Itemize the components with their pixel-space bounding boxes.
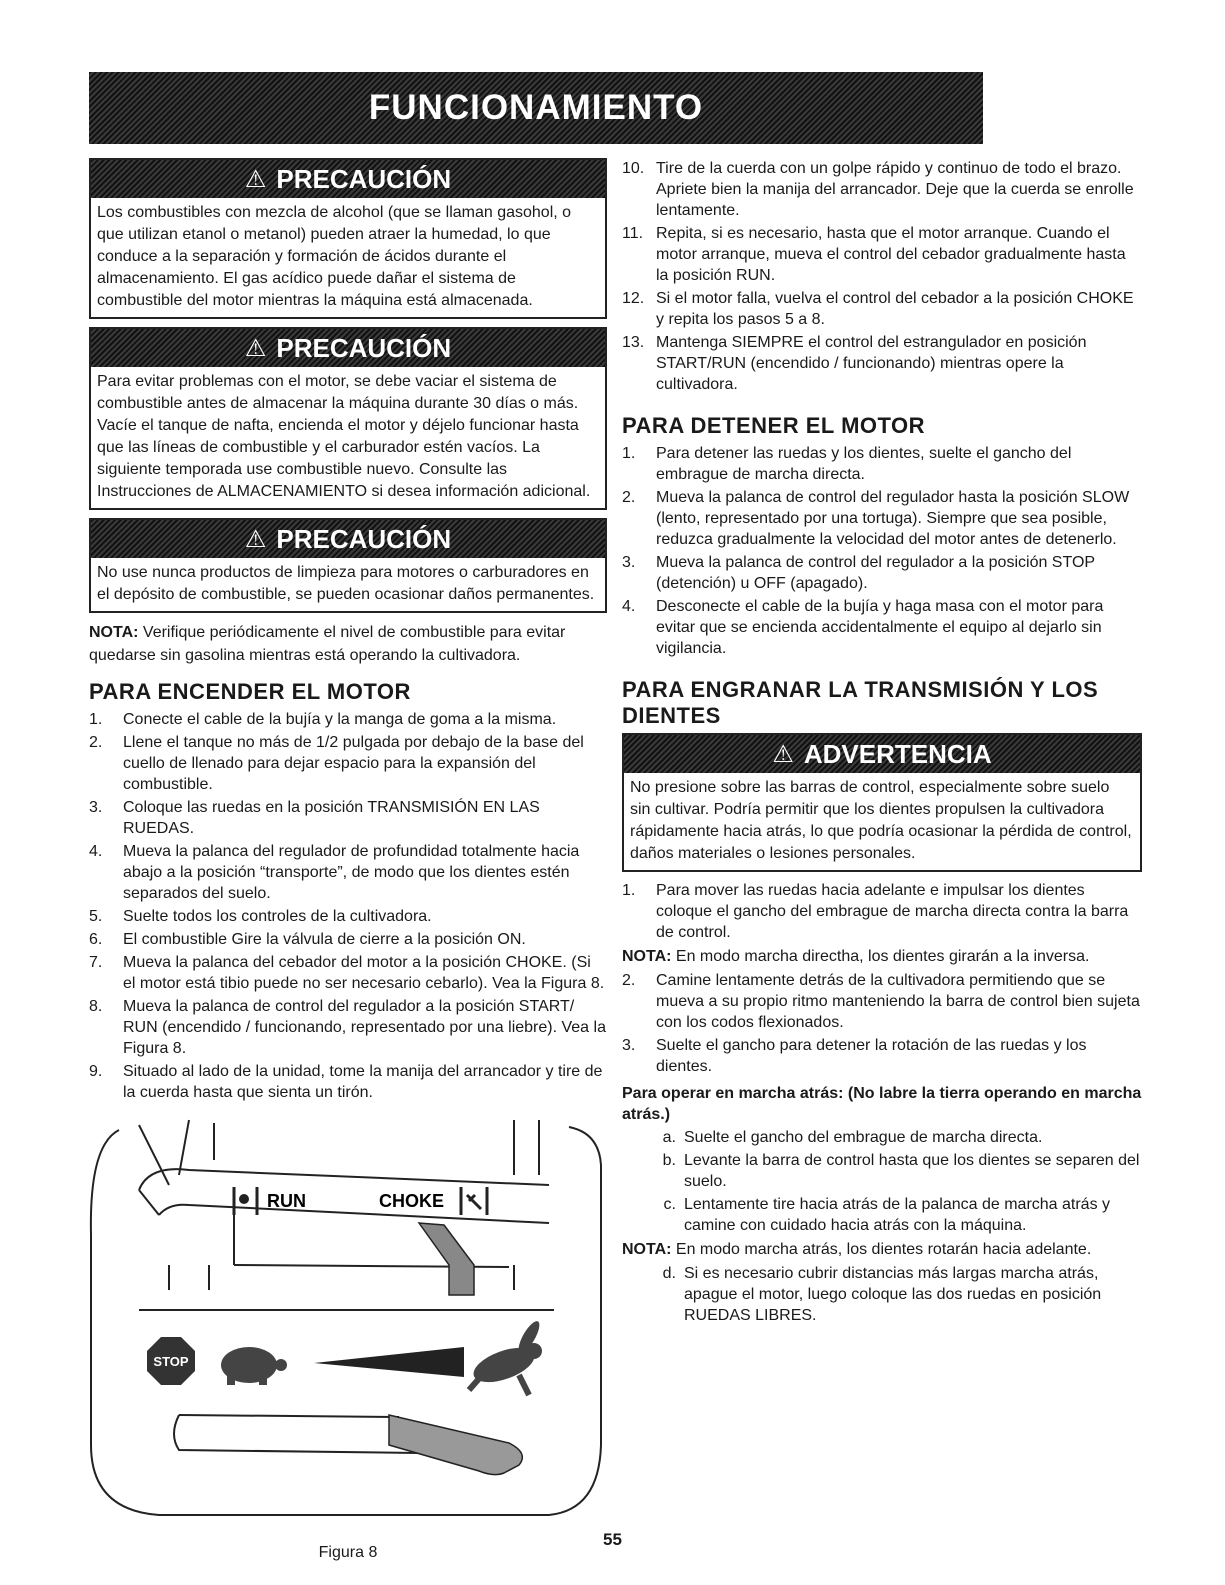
list-item: 11. Repita, si es necesario, hasta que el motor arranque. Cuando el motor arranque, mueva el control del cebador gradualmente hasta la posición RUN. <box>622 225 1126 284</box>
list-item: 1. Conecte el cable de la bujía y la manga de goma a la misma. <box>89 711 557 728</box>
warning-title: PRECAUCIÓN <box>276 523 452 554</box>
start-steps-list <box>89 709 607 1103</box>
turtle-icon <box>221 1347 287 1385</box>
reverse-note: NOTA: En modo marcha atrás, los dientes rotarán hacia adelante. <box>622 1241 1092 1258</box>
page-header-banner <box>89 72 983 144</box>
page-title: FUNCIONAMIENTO <box>368 88 704 127</box>
run-label: RUN <box>267 1191 306 1211</box>
precaucion-box <box>89 327 607 510</box>
stop-steps-list <box>622 443 1142 659</box>
list-item: 10. Tire de la cuerda con un golpe rápido y continuo de todo el brazo. Apriete bien la manija del arrancador. Deje que la cuerda se enrolle lentamente. <box>622 160 1134 219</box>
stop-engine-heading: PARA DETENER EL MOTOR <box>622 413 926 438</box>
advertencia-box <box>622 733 1142 872</box>
list-item: 1. Para detener las ruedas y los dientes, suelte el gancho del embrague de marcha directa. <box>622 445 1072 483</box>
reverse-steps-list <box>650 1127 1142 1236</box>
precaucion-box <box>89 518 607 613</box>
warning-title: PRECAUCIÓN <box>276 163 452 194</box>
right-column <box>622 158 1142 1328</box>
list-item: 4. Mueva la palanca del regulador de profundidad totalmente hacia abajo a la posición “transporte”, de modo que los dientes estén separados del suelo. <box>89 843 580 902</box>
figure-caption: Figura 8 <box>318 1544 378 1561</box>
list-item: 5. Suelte todos los controles de la cultivadora. <box>89 908 432 925</box>
list-item: 3. Mueva la palanca de control del regulador a la posición STOP (detención) u OFF (apagado). <box>622 554 1095 592</box>
rabbit-icon <box>469 1318 543 1395</box>
engage-steps-list <box>622 970 1142 1077</box>
fuel-note: NOTA: Verifique periódicamente el nivel de combustible para evitar quedarse sin gasolina mientras está operando la cultivadora. <box>89 624 566 664</box>
start-engine-heading: PARA ENCENDER EL MOTOR <box>89 679 411 704</box>
list-item: 3. Suelte el gancho para detener la rotación de las ruedas y los dientes. <box>622 1037 1087 1075</box>
list-item: 4. Desconecte el cable de la bujía y haga masa con el motor para evitar que se encienda accidentalmente el equipo al dejarlo sin vigilancia. <box>622 598 1104 657</box>
svg-text:STOP: STOP <box>153 1354 189 1369</box>
list-item: 6. El combustible Gire la válvula de cierre a la posición ON. <box>89 931 526 948</box>
reverse-heading: Para operar en marcha atrás: (No labre la tierra operando en marcha atrás.) <box>622 1085 1142 1123</box>
warning-triangle-icon: ⚠ <box>244 165 267 193</box>
list-item: 8. Mueva la palanca de control del regulador a la posición START/ RUN (encendido / funcionando, representado por una liebre). Vea la Figura 8. <box>89 998 606 1057</box>
list-item: 2. Camine lentamente detrás de la cultivadora permitiendo que se mueva a su propio ritmo manteniendo la barra de control bien sujeta con los codos flexionados. <box>622 972 1140 1031</box>
list-item: 7. Mueva la palanca del cebador del motor a la posición CHOKE. (Si el motor está tibio puede no ser necesario cebarlo). Vea la Figura 8. <box>89 954 605 992</box>
engage-step-1 <box>622 880 1142 943</box>
warning-title: ADVERTENCIA <box>803 738 992 769</box>
list-item: 13. Mantenga SIEMPRE el control del estrangulador en posición START/RUN (encendido / funcionando) mientras opere la cultivadora. <box>622 334 1087 393</box>
list-item: 2. Llene el tanque no más de 1/2 pulgada por debajo de la base del cuello de llenado para dejar espacio para la expansión del combustible. <box>89 734 584 793</box>
list-item: b. Levante la barra de control hasta que los dientes se separen del suelo. <box>662 1152 1140 1190</box>
list-item: c. Lentamente tire hacia atrás de la palanca de marcha atrás y camine con cuidado hacia atrás con la máquina. <box>663 1196 1111 1234</box>
warning-text: No use nunca productos de limpieza para motores o carburadores en el depósito de combustible, se pueden ocasionar daños permanentes. <box>97 564 595 603</box>
reverse-steps-list-2 <box>650 1263 1142 1326</box>
list-item: a. Suelte el gancho del embrague de marcha directa. <box>662 1129 1043 1146</box>
list-item: 1. Para mover las ruedas hacia adelante e impulsar los dientes coloque el gancho del embrague de marcha directa contra la barra de control. <box>622 882 1129 941</box>
warning-text: No presione sobre las barras de control, especialmente sobre suelo sin cultivar. Podría permitir que los dientes propulsen la cultivadora rápidamente hacia atrás, lo que podría ocasionar la pérdida de control, daños materiales o lesiones personales. <box>630 779 1132 862</box>
choke-label: CHOKE <box>379 1191 445 1211</box>
warning-text: Para evitar problemas con el motor, se debe vaciar el sistema de combustible antes de almacenar la máquina durante 30 días o más. Vacíe el tanque de nafta, encienda el motor y déjelo funcionar hasta que las líneas de combustible y el carburador estén vacíos. La siguiente temporada use combustible nuevo. Consulte las Instrucciones de ALMACENAMIENTO si desea información adicional. <box>97 373 591 500</box>
engage-heading: PARA ENGRANAR LA TRANSMISIÓN Y LOS DIENTES <box>622 677 1099 728</box>
left-column <box>89 158 607 1561</box>
list-item: 9. Situado al lado de la unidad, tome la manija del arrancador y tire de la cuerda hasta que sienta un tirón. <box>89 1063 603 1101</box>
warning-triangle-icon: ⚠ <box>244 525 267 553</box>
start-steps-continued <box>622 158 1142 395</box>
warning-triangle-icon: ⚠ <box>244 334 267 362</box>
list-item: 12. Si el motor falla, vuelva el control del cebador a la posición CHOKE y repita los pasos 5 a 8. <box>622 290 1134 328</box>
list-item: d. Si es necesario cubrir distancias más largas marcha atrás, apague el motor, luego coloque las dos ruedas en posición RUEDAS LIBRES. <box>662 1265 1102 1324</box>
engage-note: NOTA: En modo marcha directha, los dientes girarán a la inversa. <box>622 948 1090 965</box>
throttle-choke-illustration <box>89 1115 607 1535</box>
list-item: 3. Coloque las ruedas en la posición TRANSMISIÓN EN LAS RUEDAS. <box>89 799 540 837</box>
warning-triangle-icon: ⚠ <box>772 740 794 768</box>
warning-text: Los combustibles con mezcla de alcohol (que se llaman gasohol, o que utilizan etanol o metanol) pueden atraer la humedad, lo que conduce a la separación y formación de ácidos durante el almacenamiento. El gas acídico puede dañar el sistema de combustible del motor mientras la máquina está almacenada. <box>97 204 572 309</box>
list-item: 2. Mueva la palanca de control del regulador hasta la posición SLOW (lento, representado por una tortuga). Siempre que sea posible, reduzca gradualmente la velocidad del motor antes de detenerlo. <box>622 489 1130 548</box>
precaucion-box <box>89 158 607 319</box>
warning-title: PRECAUCIÓN <box>276 332 452 363</box>
figure-8 <box>89 1115 607 1561</box>
page-number: 55 <box>603 1530 622 1549</box>
